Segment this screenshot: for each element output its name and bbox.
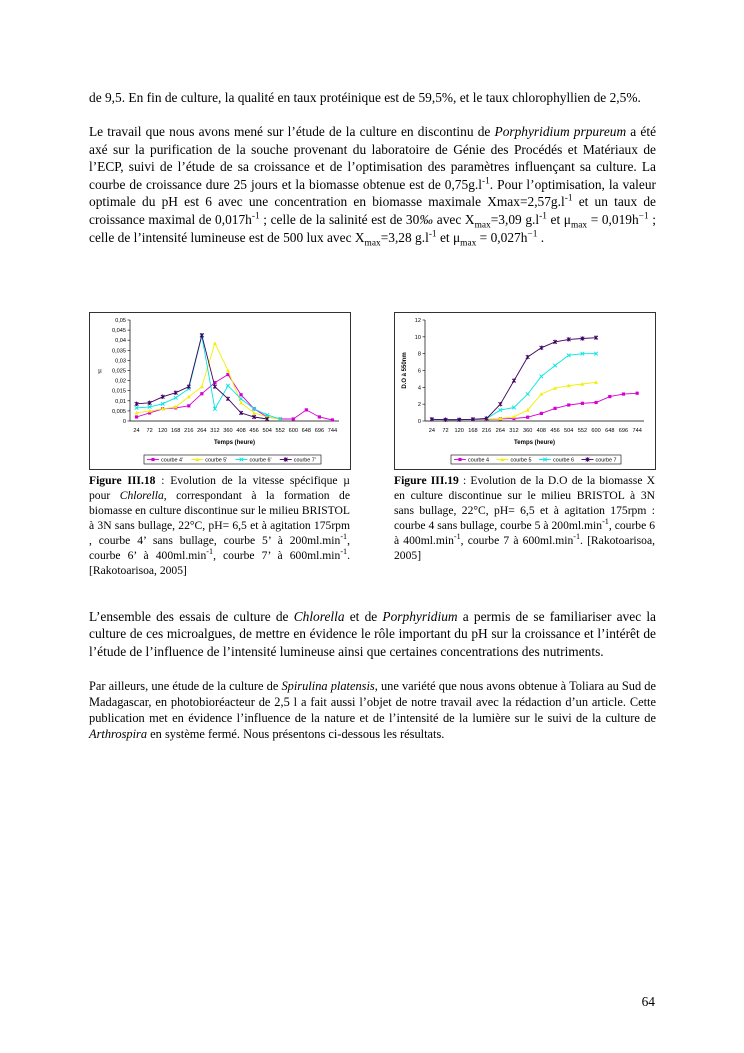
x-tick-label: 264 xyxy=(495,428,505,434)
subscript: max xyxy=(570,220,588,231)
y-tick-label: 0,03 xyxy=(115,358,126,365)
text-run: : Evolution de la vitesse spécifique µ pour xyxy=(89,474,350,502)
species-name: Chlorella xyxy=(293,609,345,624)
data-point xyxy=(608,395,611,398)
legend-label: courbe 7 xyxy=(595,457,617,464)
data-point xyxy=(581,402,584,405)
subscript: max xyxy=(460,238,477,249)
text-run: =3,28 g.l xyxy=(380,229,429,245)
x-tick-label: 360 xyxy=(223,428,233,434)
x-tick-label: 504 xyxy=(262,428,272,434)
x-tick-label: 168 xyxy=(468,428,478,434)
permil-symbol: ‰ xyxy=(419,211,434,227)
y-axis-label: µ xyxy=(98,368,102,375)
y-tick-label: 0,01 xyxy=(115,398,126,405)
x-tick-label: 24 xyxy=(133,428,140,434)
text-run: a permis de se familiariser avec la culture de ces microalgues, de mettre en évidence le rôle important du pH sur la croissance et l’intérêt de l’étude de l’influence de l’intensité lumineuse ainsi que certaines concentrations des nutriments. xyxy=(89,609,656,659)
text-run: : Evolution de la D.O de la biomasse X en culture discontinue sur le milieu BRISTOL à 3N sans bullage, 22°C, pH= 6,5 et à agitation 175rpm : courbe 4 sans bullage, courbe 5 à 200ml.min xyxy=(394,474,655,532)
legend-label: courbe 6' xyxy=(249,457,272,464)
figure-18-chart xyxy=(89,312,351,470)
text-run: et μ xyxy=(436,229,461,245)
legend-label: courbe 4 xyxy=(468,457,489,464)
y-tick-label: 8 xyxy=(417,351,421,358)
data-point xyxy=(526,416,529,419)
x-tick-label: 696 xyxy=(618,428,629,434)
y-tick-label: 0,04 xyxy=(115,338,126,345)
text-run: , courbe 6’ à 400ml.min xyxy=(89,534,350,562)
data-point xyxy=(594,401,597,404)
text-run: ; celle de la salinité est de 30 xyxy=(259,211,420,227)
y-tick-label: 2 xyxy=(417,402,421,409)
data-point xyxy=(151,458,154,461)
text-run: L’ensemble des essais de culture de xyxy=(89,609,294,624)
text-run: avec X xyxy=(433,211,475,227)
data-point xyxy=(135,415,138,418)
x-tick-label: 504 xyxy=(564,428,574,434)
x-tick-label: 648 xyxy=(605,428,615,434)
text-run: Le travail que nous avons mené sur l’étude de la culture en discontinu de xyxy=(89,124,495,139)
superscript: -1 xyxy=(340,547,348,557)
superscript: -1 xyxy=(539,211,547,222)
text-run: = 0,027h xyxy=(476,229,528,245)
superscript: −1 xyxy=(638,211,649,222)
species-name: Porphyridium xyxy=(382,609,458,624)
species-name: Arthrospira xyxy=(89,727,148,741)
x-tick-label: 648 xyxy=(301,428,312,434)
figure-19-chart xyxy=(394,312,656,470)
superscript: -1 xyxy=(428,229,437,240)
legend-label: courbe 6 xyxy=(553,457,574,464)
species-name: Spirulina platensis xyxy=(281,679,375,693)
superscript: -1 xyxy=(481,176,490,187)
text-run: et de xyxy=(344,609,383,624)
legend-label: courbe 7' xyxy=(293,457,316,464)
intro-paragraph xyxy=(89,89,656,106)
x-tick-label: 456 xyxy=(550,428,560,434)
x-tick-label: 216 xyxy=(481,428,492,434)
y-tick-label: 4 xyxy=(417,385,421,392)
x-tick-label: 120 xyxy=(157,428,168,434)
superscript: -1 xyxy=(340,532,348,542)
x-tick-label: 24 xyxy=(428,428,435,434)
data-point xyxy=(292,417,295,420)
text-run: , une variété que nous avons obtenue à Toliara au Sud de Madagascar, en photobioréacteur de 2,5 l a fait aussi l’objet de notre travail avec la rédaction d’un article. Cette publication met en évidence l’influence de la nature et de l’intensité de la lumière sur le suivi de la culture de xyxy=(89,679,656,725)
paragraph-text: de 9,5. En fin de culture, la qualité en taux protéinique est de 59,5%, et le taux chlorophyllien de 2,5%. xyxy=(89,90,641,105)
legend-label: courbe 5 xyxy=(510,457,532,464)
y-tick-label: 0,045 xyxy=(112,328,126,335)
text-run: , correspondant à la formation de biomasse en culture discontinue sur le milieu BRISTOL à 3N sans bullage, 22°C, pH= 6,5 et à agitation 175rpm , courbe 4’ sans bullage, courbe 5’ à 200ml.min xyxy=(89,489,350,547)
text-run: ; celle de l’intensité lumineuse est de 500 lux avec X xyxy=(89,211,656,245)
y-tick-label: 0,005 xyxy=(112,408,126,415)
x-axis-label: Temps (heure) xyxy=(214,440,255,446)
caption-label: Figure III.19 xyxy=(394,474,459,487)
porphyridium-paragraph xyxy=(89,123,657,249)
superscript: -1 xyxy=(564,193,573,204)
text-run: et un taux de croissance maximal de 0,017h xyxy=(89,194,657,227)
y-tick-label: 0,035 xyxy=(112,348,126,355)
x-tick-label: 456 xyxy=(249,428,259,434)
legend-label: courbe 4' xyxy=(161,457,184,464)
caption-label: Figure III.18 xyxy=(89,474,156,487)
legend-label: courbe 5' xyxy=(205,457,228,464)
superscript: −1 xyxy=(527,229,538,240)
y-tick-label: 6 xyxy=(417,368,421,375)
x-tick-label: 72 xyxy=(146,428,153,434)
summary-paragraph xyxy=(89,608,656,660)
text-run: =3,09 g.l xyxy=(490,211,540,227)
superscript: -1 xyxy=(251,211,260,222)
text-run: Par ailleurs, une étude de la culture de xyxy=(89,679,282,693)
text-run: , courbe 7’ à 600ml.min xyxy=(213,549,341,562)
data-point xyxy=(540,412,543,415)
x-tick-label: 312 xyxy=(210,428,220,434)
text-run: . [Rakotoarisoa, 2005] xyxy=(89,549,350,577)
species-name: Chlorella xyxy=(119,489,164,502)
text-run: = 0,019h xyxy=(587,211,639,227)
y-tick-label: 0,02 xyxy=(115,378,126,385)
data-point xyxy=(239,393,242,396)
x-tick-label: 168 xyxy=(171,428,181,434)
data-point xyxy=(318,415,321,418)
y-tick-label: 0 xyxy=(122,419,126,425)
x-tick-label: 408 xyxy=(536,428,547,434)
data-point xyxy=(458,458,461,461)
x-tick-label: 744 xyxy=(632,428,642,434)
y-tick-label: 0,05 xyxy=(115,318,126,324)
x-tick-label: 216 xyxy=(184,428,194,434)
x-tick-label: 552 xyxy=(275,428,285,434)
spirulina-paragraph xyxy=(89,678,656,742)
superscript: -1 xyxy=(573,532,581,542)
x-tick-label: 120 xyxy=(454,428,464,434)
subscript: max xyxy=(474,220,491,231)
data-point xyxy=(622,392,625,395)
text-run: en système fermé. Nous présentons ci-dessous les résultats. xyxy=(147,727,445,741)
data-point xyxy=(187,404,190,407)
x-tick-label: 312 xyxy=(509,428,519,434)
x-tick-label: 600 xyxy=(288,428,298,434)
x-tick-label: 696 xyxy=(314,428,325,434)
text-run: , courbe 7 à 600ml.min xyxy=(460,534,574,547)
text-run: et μ xyxy=(546,211,571,227)
data-point xyxy=(331,418,334,421)
x-tick-label: 744 xyxy=(327,428,338,434)
data-point xyxy=(305,408,308,411)
subscript: max xyxy=(364,238,381,249)
superscript: -1 xyxy=(206,547,214,557)
y-tick-label: 0 xyxy=(417,419,421,425)
y-tick-label: 10 xyxy=(414,334,421,341)
x-tick-label: 600 xyxy=(591,428,601,434)
species-name: Porphyridium prpureum xyxy=(494,124,627,139)
x-tick-label: 264 xyxy=(197,428,207,434)
x-axis-label: Temps (heure) xyxy=(514,440,555,446)
y-tick-label: 12 xyxy=(414,318,421,324)
data-point xyxy=(553,407,556,410)
y-tick-label: 0,025 xyxy=(112,368,126,375)
x-tick-label: 552 xyxy=(577,428,588,434)
x-tick-label: 360 xyxy=(522,428,533,434)
text-run: a été axé sur la purification de la souche provenant du laboratoire de Génie des Procédés et Matériaux de l’ECP, suivi de l’étude de sa croissance et de l’optimisation des paramètres influençant sa culture. La courbe de croissance dure 25 jours et la biomasse obtenue est de 0,75g.l xyxy=(89,124,657,192)
x-tick-label: 72 xyxy=(442,428,449,434)
y-axis-label: D.O à 550nm xyxy=(402,352,408,389)
data-point xyxy=(200,392,203,395)
text-run: , courbe 6 à 400ml.min xyxy=(394,519,655,547)
text-run: . Pour l’optimisation, la valeur optimale du pH est 6 avec une concentration en biomasse maximale Xmax=2,57g.l xyxy=(89,176,656,210)
data-point xyxy=(567,403,570,406)
text-run: . xyxy=(537,229,545,245)
page-number: 64 xyxy=(641,994,655,1009)
superscript: -1 xyxy=(453,532,461,542)
text-run: . [Rakotoarisoa, 2005] xyxy=(394,534,656,562)
superscript: -1 xyxy=(602,517,609,527)
data-point xyxy=(636,392,639,395)
x-tick-label: 408 xyxy=(236,428,246,434)
y-tick-label: 0,015 xyxy=(112,388,126,395)
figure-19-caption xyxy=(394,473,655,563)
figure-18-caption xyxy=(89,473,350,578)
